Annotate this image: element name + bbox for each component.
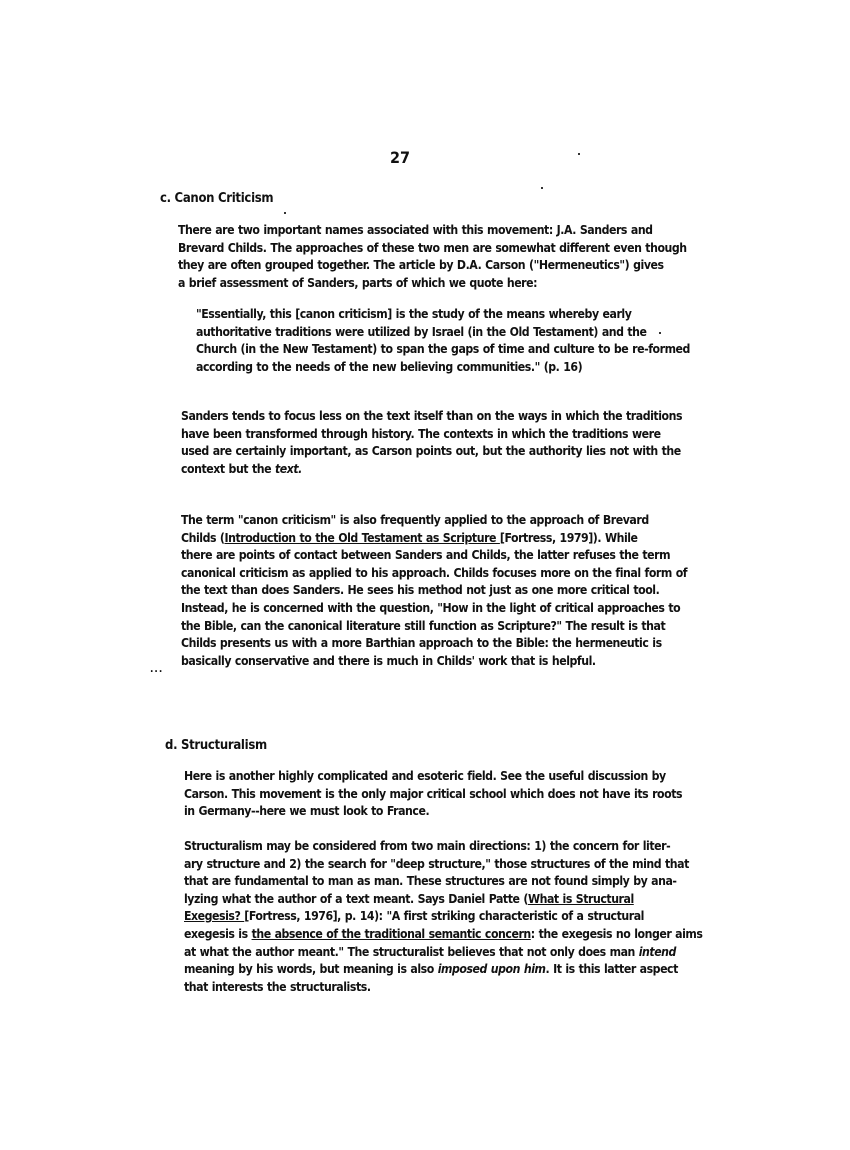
text-line — [184, 926, 704, 944]
text-line — [184, 944, 704, 962]
text-line — [184, 961, 704, 979]
text-line — [181, 530, 701, 548]
text-line: that interests the structuralists. — [184, 979, 371, 994]
book-title-underlined: Exegesis? — [184, 909, 245, 924]
text-line — [184, 908, 704, 926]
section-heading-structuralism: d. Structuralism — [165, 738, 267, 753]
text-line: Brevard Childs. The approaches of these two men are somewhat different even though — [178, 240, 687, 255]
canon-criticism-paragraph-3 — [181, 512, 701, 670]
text-line: Carson. This movement is the only major critical school which does not have its roots — [184, 786, 683, 801]
text-line: Sanders tends to focus less on the text itself than on the ways in which the traditions — [181, 409, 683, 423]
text-line: There are two important names associated with this movement: J.A. Sanders and — [178, 223, 653, 237]
text-line: Structuralism may be considered from two main directions: 1) the concern for liter- — [184, 839, 671, 853]
text-run: exegesis is — [184, 926, 252, 941]
canon-criticism-paragraph-1 — [178, 222, 698, 292]
text-line: the text than does Sanders. He sees his method not just as one more critical tool. — [181, 583, 660, 598]
structuralism-paragraph-1 — [184, 768, 704, 821]
text-run: context but the — [181, 461, 275, 476]
text-run: meaning by his words, but meaning is also — [184, 962, 438, 977]
scan-speck — [284, 212, 286, 214]
text-line: there are points of contact between Sanders and Childs, the latter refuses the term — [181, 548, 671, 563]
carson-block-quote — [196, 306, 696, 376]
text-run: Childs ( — [181, 530, 225, 545]
scan-speck — [541, 187, 543, 189]
text-line: in Germany--here we must look to France. — [184, 804, 430, 819]
text-run: lyzing what the author of a text meant. Says Daniel Patte ( — [184, 891, 528, 906]
section-heading-canon-criticism: c. Canon Criticism — [160, 191, 274, 206]
text-line: The term "canon criticism" is also frequently applied to the approach of Brevard — [181, 513, 649, 527]
structuralism-paragraph-2 — [184, 838, 704, 996]
text-line: that are fundamental to man as man. These structures are not found simply by ana- — [184, 874, 677, 889]
book-title-underlined: What is Structural — [527, 891, 634, 906]
text-run: : the exegesis no longer aims — [530, 926, 703, 941]
underlined-phrase: the absence of the traditional semantic concern — [251, 926, 531, 941]
text-line: according to the needs of the new believing communities." (p. 16) — [196, 359, 583, 374]
text-line: they are often grouped together. The article by D.A. Carson ("Hermeneutics") gives — [178, 258, 664, 273]
text-line: basically conservative and there is much in Childs' work that is helpful. — [181, 653, 596, 668]
text-run: at what the author meant." The structuralist believes that not only does man — [184, 944, 639, 959]
emphasized-text: text. — [274, 461, 302, 476]
text-line: Church (in the New Testament) to span the gaps of time and culture to be re-formed — [196, 342, 690, 357]
text-run: [Fortress, 1976], p. 14): "A first striking characteristic of a structural — [244, 909, 644, 924]
text-run: . It is this latter aspect — [545, 962, 678, 977]
scan-speck — [659, 332, 661, 334]
margin-mark: ... — [150, 664, 164, 675]
text-line: authoritative traditions were utilized by Israel (in the Old Testament) and the — [196, 324, 647, 339]
emphasized-text: intend — [638, 944, 676, 959]
text-line — [181, 461, 701, 479]
canon-criticism-paragraph-2 — [181, 408, 701, 478]
text-line: ary structure and 2) the search for "deep structure," those structures of the mind that — [184, 856, 689, 871]
text-line: "Essentially, this [canon criticism] is the study of the means whereby early — [196, 307, 632, 321]
book-title-underlined: Introduction to the Old Testament as Scripture — [224, 530, 500, 545]
text-line: Here is another highly complicated and esoteric field. See the useful discussion by — [184, 769, 666, 783]
text-line: have been transformed through history. The contexts in which the traditions were — [181, 426, 661, 441]
text-line: canonical criticism as applied to his approach. Childs focuses more on the final form of — [181, 565, 688, 580]
text-line: used are certainly important, as Carson points out, but the authority lies not with the — [181, 444, 681, 459]
text-line: Instead, he is concerned with the question, "How in the light of critical approaches to — [181, 600, 681, 615]
page-number: 27 — [390, 148, 411, 167]
text-run: [Fortress, 1979]). While — [499, 530, 638, 545]
text-line: Childs presents us with a more Barthian approach to the Bible: the hermeneutic is — [181, 636, 662, 651]
text-line: a brief assessment of Sanders, parts of which we quote here: — [178, 275, 538, 290]
scan-speck — [578, 153, 580, 155]
text-line: the Bible, can the canonical literature still function as Scripture?" The result is that — [181, 618, 666, 633]
text-line — [184, 891, 704, 909]
emphasized-text: imposed upon him — [437, 962, 546, 977]
